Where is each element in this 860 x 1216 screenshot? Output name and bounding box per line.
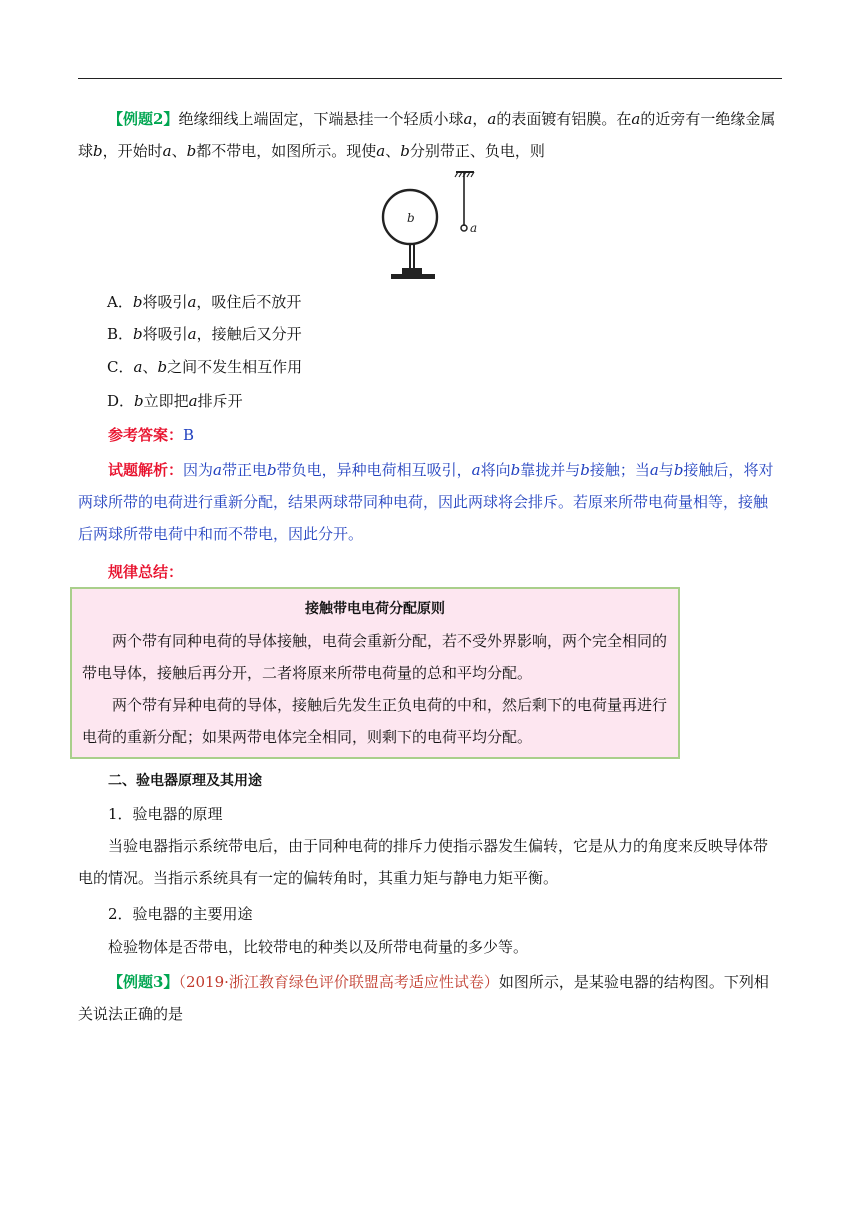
option-a: A．b将吸引a，吸住后不放开 — [107, 293, 302, 311]
option-c: C．a、b之间不发生相互作用 — [107, 358, 303, 376]
example3-tag: 【例题3】 — [108, 973, 179, 991]
rule-summary-label: 规律总结： — [108, 563, 184, 581]
example3-source: （2019·浙江教育绿色评价联盟高考适应性试卷） — [178, 973, 499, 991]
label-a: a — [470, 221, 478, 235]
section2-para1: 当验电器指示系统带电后，由于同种电荷的排斥力使指示器发生偏转，它是从力的角度来反映导体带电的情况。当指示系统具有一定的偏转角时，其重力矩与静电力矩平衡。 — [78, 837, 769, 887]
example3-stem: 【例题3】（2019·浙江教育绿色评价联盟高考适应性试卷）如图所示，是某验电器的结构图。下列相关说法正确的是 — [78, 973, 769, 1023]
rule-box-title: 接触带电电荷分配原则 — [305, 601, 445, 617]
stand-neck — [402, 268, 422, 274]
rule-box-para-2: 两个带有异种电荷的导体，接触后先发生正负电荷的中和，然后剩下的电荷量再进行电荷的重新分配；如果两带电体完全相同，则剩下的电荷平均分配。 — [82, 696, 668, 746]
section2-sub2: 2．验电器的主要用途 — [108, 905, 253, 923]
rule-box — [70, 587, 680, 759]
rule-box-para-1: 两个带有同种电荷的导体接触，电荷会重新分配，若不受外界影响，两个完全相同的带电导体，接触后再分开，二者将原来所带电荷量的总和平均分配。 — [82, 632, 668, 682]
option-b: B．b将吸引a，接触后又分开 — [107, 325, 302, 343]
answer-value: B — [183, 426, 195, 444]
analysis: 试题解析：因为a带正电b带负电，异种电荷相互吸引，a将向b靠拢并与b接触；当a与b接触后，将对两球所带的电荷进行重新分配，结果两球带同种电荷，因此两球将会排斥。若原来所带电荷量相等，接触后两球所带电荷中和而不带电，因此分开。 — [78, 461, 774, 543]
header-rule — [78, 78, 782, 79]
stand-base — [391, 274, 435, 279]
reference-answer: 参考答案：B — [108, 426, 195, 444]
section2-heading: 二、验电器原理及其用途 — [108, 773, 262, 789]
pendulum-figure — [374, 170, 494, 284]
label-b: b — [407, 211, 415, 225]
section2-para2: 检验物体是否带电，比较带电的种类以及所带电荷量的多少等。 — [108, 938, 529, 956]
example2-stem: 【例题2】绝缘细线上端固定，下端悬挂一个轻质小球a，a的表面镀有铝膜。在a的近旁有一绝缘金属球b，开始时a、b都不带电，如图所示。现使a、b分别带正、负电，则 — [78, 110, 776, 160]
section2-sub1: 1．验电器的原理 — [108, 805, 223, 823]
example2-tag: 【例题2】 — [108, 110, 179, 128]
option-d: D．b立即把a排斥开 — [107, 392, 243, 410]
